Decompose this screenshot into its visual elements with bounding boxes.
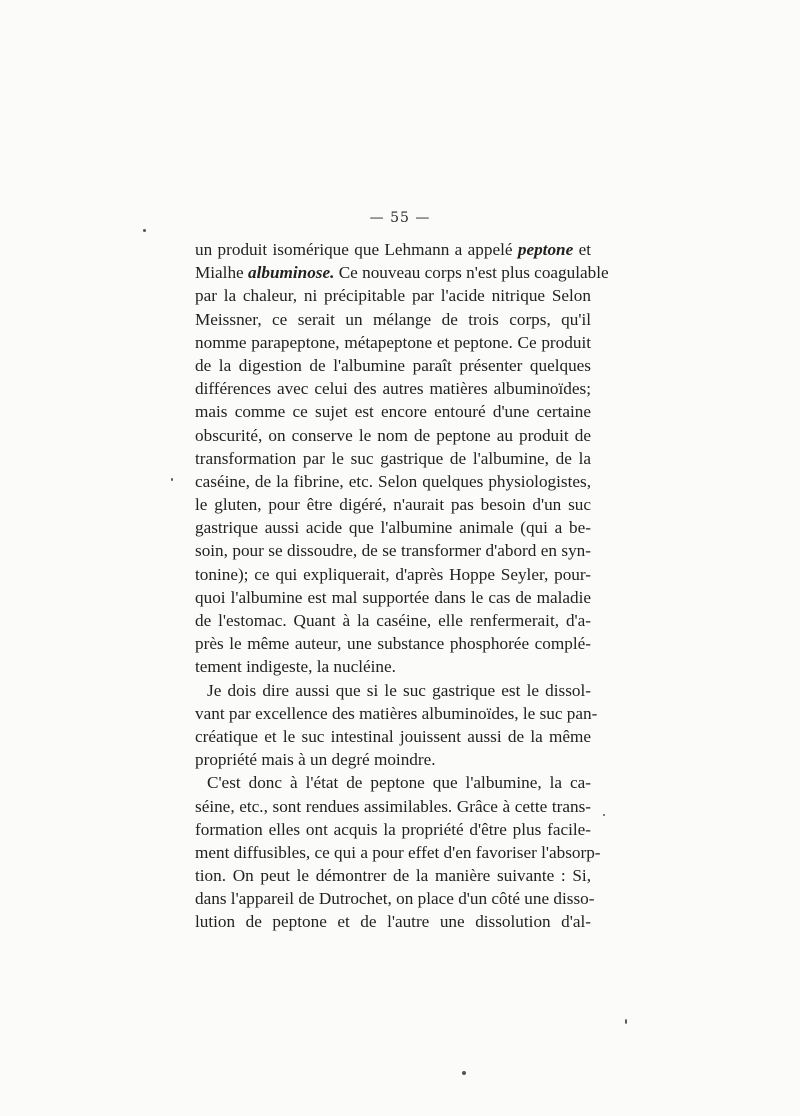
text-segment: Ce nouveau corps n'est plus coagulable xyxy=(334,263,609,283)
italic-term: albuminose. xyxy=(247,263,335,283)
text-line xyxy=(195,284,591,307)
text-line xyxy=(195,516,591,539)
text-line xyxy=(195,818,591,841)
body-text xyxy=(195,238,609,934)
text-segment: mais comme ce sujet est encore entouré d'une certaine xyxy=(195,402,591,422)
text-segment: un produit isomérique que Lehmann a appelé xyxy=(195,240,518,259)
text-line xyxy=(195,354,591,377)
text-segment: nomme parapeptone, métapeptone et peptone. Ce produit xyxy=(195,332,591,352)
paper-speck xyxy=(603,814,605,816)
text-segment: gastrique aussi acide que l'albumine animale (qui a be- xyxy=(195,518,591,538)
text-line xyxy=(195,609,591,632)
paper-speck xyxy=(625,1019,627,1024)
text-line xyxy=(195,771,591,794)
text-segment: caséine, de la fibrine, etc. Selon quelques physiologistes, xyxy=(195,471,591,491)
text-line xyxy=(195,308,591,331)
text-segment: quoi l'albumine est mal supportée dans le cas de maladie xyxy=(195,587,591,607)
text-line xyxy=(195,586,591,609)
paper-speck xyxy=(143,229,146,232)
text-segment: tonine); ce qui expliquerait, d'après Hoppe Seyler, pour- xyxy=(195,564,591,584)
text-line xyxy=(195,679,591,702)
text-segment: Je dois dire aussi que si le suc gastrique est le dissol- xyxy=(207,680,591,700)
text-line xyxy=(195,238,591,261)
text-segment: propriété mais à un degré moindre. xyxy=(195,750,436,770)
text-segment: Meissner, ce serait un mélange de trois corps, qu'il xyxy=(195,309,591,329)
text-segment: transformation par le suc gastrique de l'albumine, de la xyxy=(195,448,591,468)
text-segment: lution de peptone et de l'autre une dissolution d'al- xyxy=(195,912,591,932)
text-segment: séine, etc., sont rendues assimilables. Grâce à cette trans- xyxy=(195,796,591,816)
paper-speck xyxy=(171,478,173,481)
text-segment: C'est donc à l'état de peptone que l'albumine, la ca- xyxy=(207,773,591,793)
text-line xyxy=(195,539,591,562)
text-line xyxy=(195,261,609,284)
text-line xyxy=(195,655,591,678)
text-segment: différences avec celui des autres matières albuminoïdes; xyxy=(195,379,591,399)
text-line xyxy=(195,377,591,400)
text-segment: le gluten, pour être digéré, n'aurait pas besoin d'un suc xyxy=(195,495,591,515)
text-line xyxy=(195,424,591,447)
text-segment: Mialhe xyxy=(195,263,248,283)
text-segment: près le même auteur, une substance phosphorée complé- xyxy=(195,634,591,654)
text-line xyxy=(195,331,591,354)
paper-speck xyxy=(462,1071,466,1075)
text-line xyxy=(195,795,591,818)
text-line xyxy=(195,887,595,910)
text-segment: formation elles ont acquis la propriété d'être plus facile- xyxy=(195,819,591,839)
text-segment: ment diffusibles, ce qui a pour effet d'en favoriser l'absorp- xyxy=(195,842,601,862)
text-line xyxy=(195,841,601,864)
text-line xyxy=(195,725,591,748)
text-line xyxy=(195,493,591,516)
text-segment: soin, pour se dissoudre, de se transformer d'abord en syn- xyxy=(195,541,591,561)
italic-term: peptone xyxy=(517,240,574,259)
text-segment: par la chaleur, ni précipitable par l'acide nitrique Selon xyxy=(195,286,591,306)
text-segment: dans l'appareil de Dutrochet, on place d'un côté une disso- xyxy=(195,889,595,909)
text-segment: tion. On peut le démontrer de la manière suivante : Si, xyxy=(195,866,591,886)
text-segment: créatique et le suc intestinal jouissent aussi de la même xyxy=(195,726,591,746)
text-line xyxy=(195,400,591,423)
text-line xyxy=(195,447,591,470)
text-line xyxy=(195,910,591,933)
text-segment: obscurité, on conserve le nom de peptone au produit de xyxy=(195,425,591,445)
text-segment: de la digestion de l'albumine paraît présenter quelques xyxy=(195,355,591,375)
text-line xyxy=(195,864,591,887)
text-line xyxy=(195,470,591,493)
text-segment: vant par excellence des matières albuminoïdes, le suc pan- xyxy=(195,703,598,723)
text-line xyxy=(195,748,591,771)
text-line xyxy=(195,563,591,586)
text-line xyxy=(195,702,598,725)
text-line xyxy=(195,632,591,655)
page-number: — 55 — xyxy=(369,210,431,226)
text-segment: et xyxy=(573,240,591,259)
text-segment: tement indigeste, la nucléine. xyxy=(195,657,396,677)
text-segment: de l'estomac. Quant à la caséine, elle renfermerait, d'a- xyxy=(195,611,591,630)
